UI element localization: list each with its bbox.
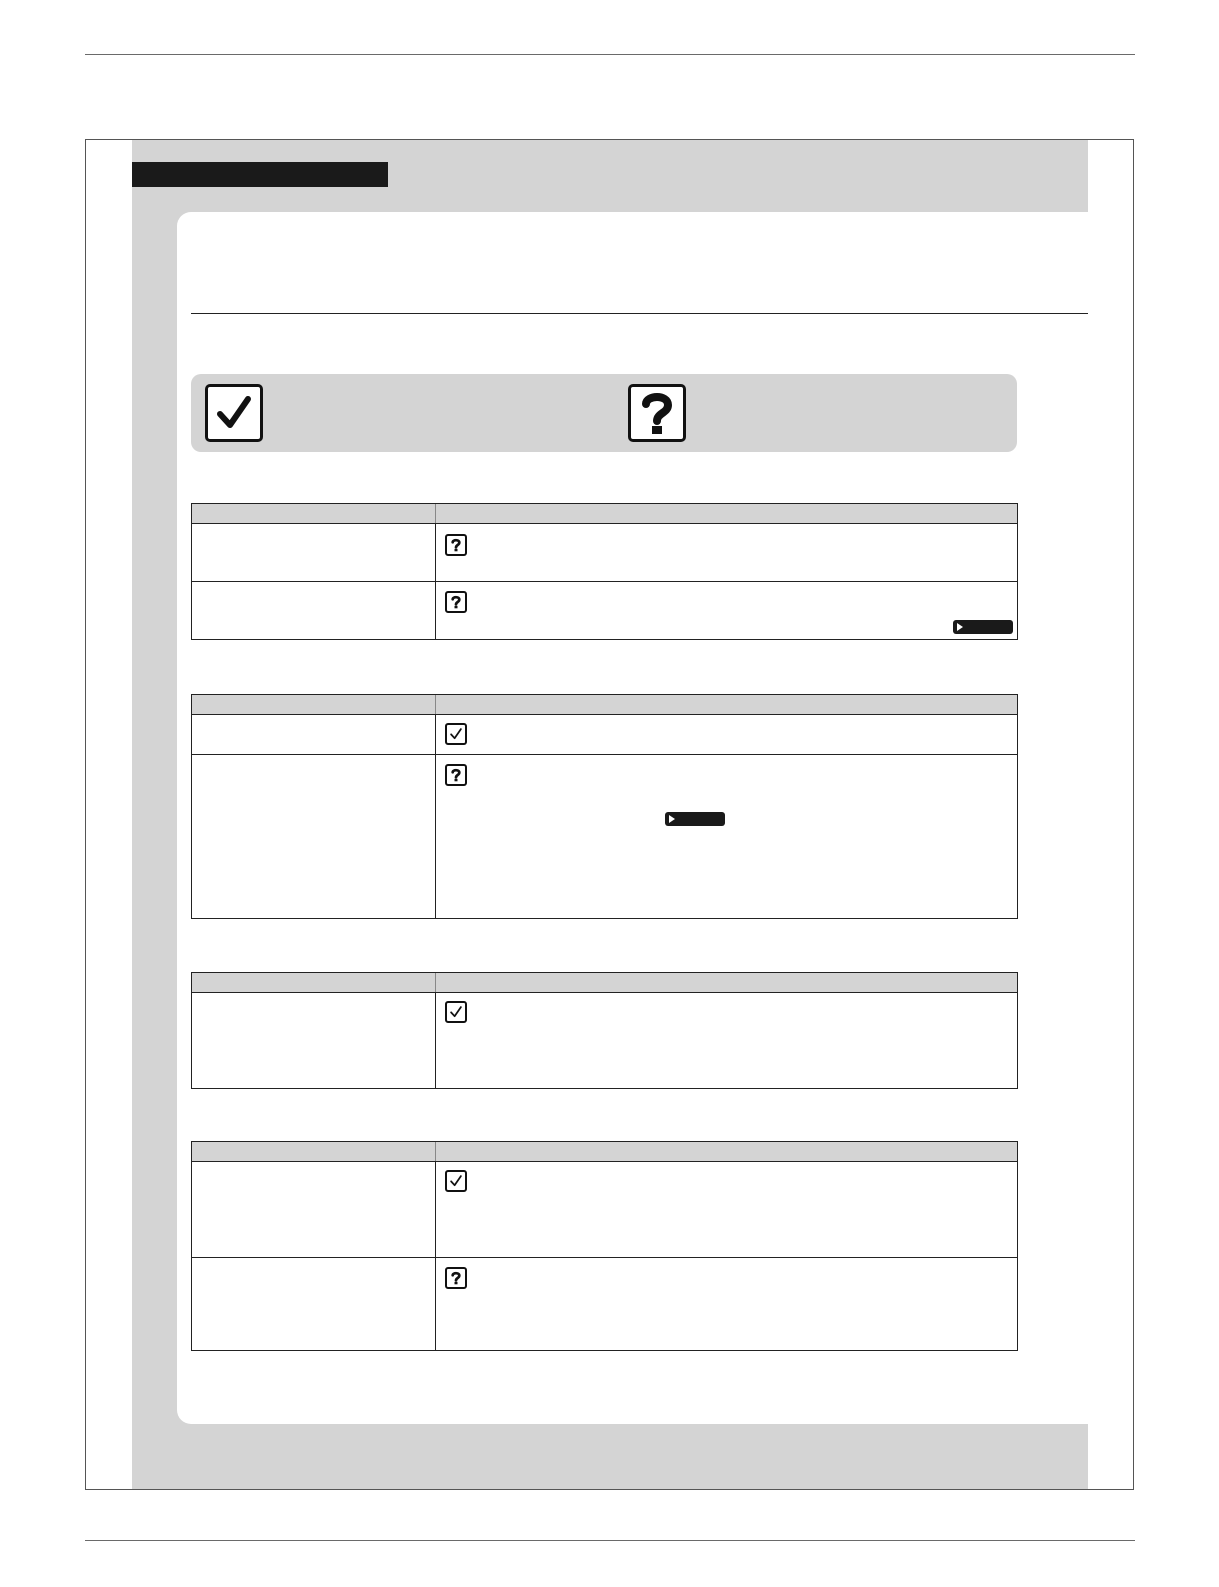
question-icon	[628, 384, 686, 442]
question-icon	[445, 764, 467, 786]
table-header	[192, 695, 1017, 715]
table-4	[191, 1141, 1018, 1351]
table-header	[192, 973, 1017, 993]
table-row	[192, 1162, 1017, 1258]
table-row	[192, 524, 1017, 582]
table-row	[192, 755, 1017, 918]
table-row	[192, 1258, 1017, 1350]
checkmark-icon	[445, 723, 467, 745]
table-row	[192, 715, 1017, 755]
question-icon	[445, 1267, 467, 1289]
section-title-bar	[132, 162, 388, 187]
top-rule	[85, 54, 1135, 55]
table-header	[192, 504, 1017, 524]
table-2	[191, 694, 1018, 919]
table-row	[192, 582, 1017, 639]
question-icon	[445, 591, 467, 613]
table-3	[191, 972, 1018, 1089]
reference-link-badge[interactable]	[953, 620, 1013, 634]
checkmark-icon	[445, 1001, 467, 1023]
table-row	[192, 993, 1017, 1088]
checkmark-icon	[205, 384, 263, 442]
table-1	[191, 503, 1018, 640]
bottom-rule	[85, 1540, 1135, 1541]
card-divider	[191, 313, 1088, 314]
reference-link-badge[interactable]	[665, 812, 725, 826]
table-header	[192, 1142, 1017, 1162]
question-icon	[445, 534, 467, 556]
checkmark-icon	[445, 1170, 467, 1192]
icon-legend	[191, 374, 1017, 452]
